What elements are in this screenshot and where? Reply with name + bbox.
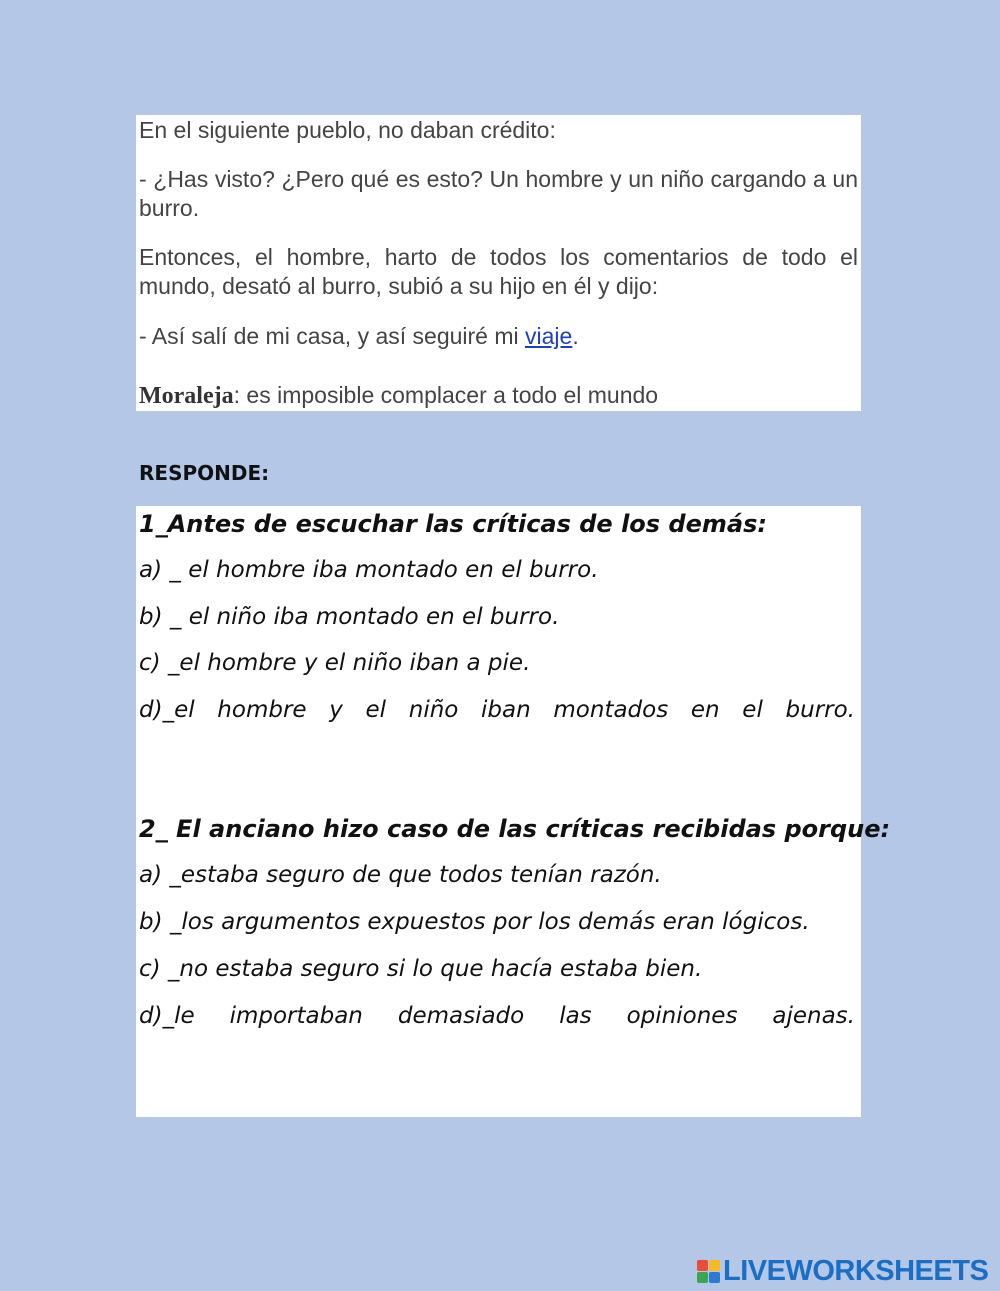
option-word: demasiado <box>397 1003 525 1029</box>
question-1-option-d[interactable] <box>139 697 855 723</box>
question-1-title: 1_Antes de escuchar las críticas de los demás: <box>139 510 767 538</box>
story-line-4-end: . <box>572 323 579 349</box>
option-word: iban <box>481 697 531 723</box>
story-line-2: - ¿Has visto? ¿Pero qué es esto? Un hombre y un niño cargando a un burro. <box>139 166 858 221</box>
liveworksheets-logo-icon <box>697 1260 720 1283</box>
story-line-4 <box>139 322 858 351</box>
logo-text: LIVEWORKSHEETS <box>723 1254 989 1287</box>
option-word: y <box>329 697 343 723</box>
option-word: en <box>690 697 720 723</box>
moral-label: Moraleja <box>139 383 234 409</box>
question-1-option-b[interactable]: b) _ el niño iba montado en el burro. <box>139 604 560 630</box>
option-word: niño <box>408 697 459 723</box>
liveworksheets-logo[interactable] <box>697 1256 988 1286</box>
logo-square-icon <box>709 1272 720 1283</box>
option-word: hombre <box>217 697 307 723</box>
viaje-link[interactable]: viaje <box>525 323 573 349</box>
logo-square-icon <box>709 1260 720 1271</box>
question-1-option-a[interactable]: a) _ el hombre iba montado en el burro. <box>139 557 599 583</box>
option-word: d)_el <box>139 697 195 723</box>
option-word: d)_le <box>139 1003 195 1029</box>
option-word: montados <box>553 697 669 723</box>
story-line-1: En el siguiente pueblo, no daban crédito: <box>139 117 556 143</box>
question-2-option-c[interactable]: c) _no estaba seguro si lo que hacía estaba bien. <box>139 956 703 982</box>
moral-line <box>139 381 858 411</box>
option-word: el <box>742 697 763 723</box>
question-2-option-b[interactable]: b) _los argumentos expuestos por los demás eran lógicos. <box>139 909 810 935</box>
option-word: el <box>365 697 387 723</box>
question-1-option-c[interactable]: c) _el hombre y el niño iban a pie. <box>139 650 531 676</box>
question-2-option-a[interactable]: a) _estaba seguro de que todos tenían razón. <box>139 862 662 888</box>
logo-square-icon <box>697 1272 708 1283</box>
option-word: ajenas. <box>772 1003 855 1029</box>
story-line-4-text: - Así salí de mi casa, y así seguiré mi <box>139 323 526 349</box>
story-line-3: Entonces, el hombre, harto de todos los comentarios de todo el mundo, desató al burro, subió a su hijo en él y dijo: <box>139 244 858 299</box>
option-word: importaban <box>229 1003 363 1029</box>
story-excerpt <box>136 115 861 411</box>
logo-square-icon <box>697 1260 708 1271</box>
moral-text: : es imposible complacer a todo el mundo <box>233 382 659 408</box>
option-word: las <box>559 1003 592 1029</box>
responde-heading: RESPONDE: <box>139 461 270 485</box>
option-word: opiniones <box>626 1003 738 1029</box>
option-word: burro. <box>785 697 855 723</box>
question-2-option-d[interactable] <box>139 1003 855 1029</box>
quiz-box <box>136 506 891 1117</box>
question-2-title: 2_ El anciano hizo caso de las críticas recibidas porque: <box>139 815 891 843</box>
